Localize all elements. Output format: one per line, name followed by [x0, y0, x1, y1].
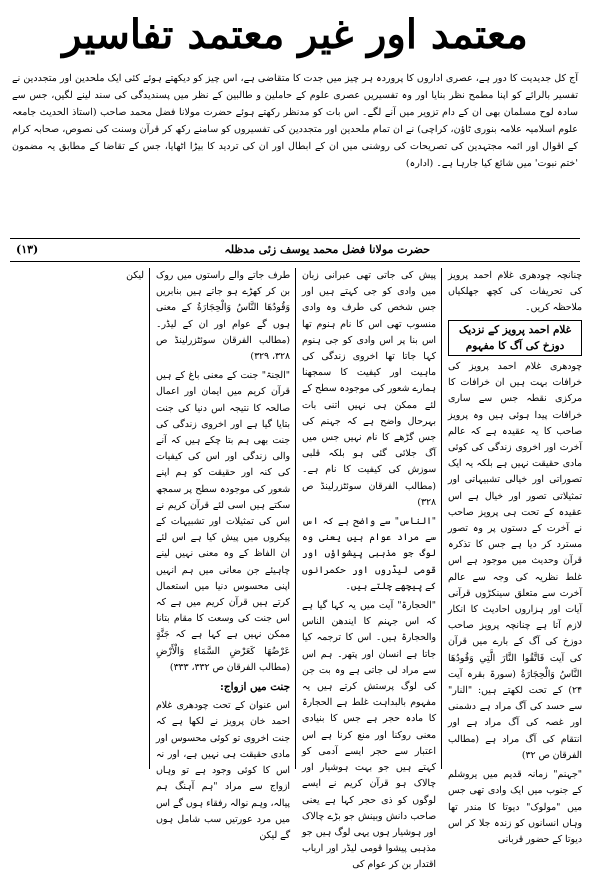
body-paragraph: اس عنوان کے تحت چودھری غلام احمد خان پرویز نے لکھا ہے کہ جنت اخروی تو کوئی محسوس اور مادی حقیقت ہی نہیں ہے، اور نہ اس کا کوئی وجود ہے تو وہاں ازواج سے مراد "ہم آہنگ ہم پیالہ، وہم نوالہ رفقاء ہوں گے اس میں مرد عورتیں سب شامل ہوں گے لیکن — [156, 700, 290, 841]
body-paragraph: "الحجارۃ" آیت میں یہ کہا گیا ہے کہ اس جہنم کا ایندھن الناس والحجارۃ ہیں۔ اس کا ترجمہ کیا جاتا ہے انسان اور پتھر۔ ہم اس سے مراد لی جاتی ہے وہ بت جن کی لوگ پرستش کرتے ہیں یہ مفہوم بالبداہت غلط ہے الحجارۃ کا مادہ حجر ہے جس کا بنیادی معنی روکنا اور منع کرنا ہے اس اعتبار سے حجر ایسے آدمی کو کہتے ہیں جو بہت ہوشیار اور چالاک ہو قرآن کریم نے ایسے لوگوں کو ذی حجر کہا ہے یعنی صاحب دانش وبینش جو بڑے چالاک اور ہوشیار ہوں یہی لوگ ہیں جو مذہبی پیشوا قومی لیڈر اور ارباب اقتدار بن کر عوام کی — [302, 600, 436, 871]
byline-bar — [10, 238, 580, 262]
body-paragraph: "الجنۃ" جنت کے معنی باغ کے ہیں قرآن کریم میں ایمان اور اعمال صالحہ کا نتیجہ اس دنیا کی جنت بتایا گیا ہے اور اخروی زندگی کی جنت بھی ہم بتا چکے ہیں کہ آنے والی زندگی اور اس کی کیفیات کی کنہ اور حقیقت کو ہم اپنے شعور کی موجودہ سطح پر سمجھ سکتے ہیں اسی لئے قرآن کریم نے اس کی تمثیلات اور تشبیہات کے پیکروں میں پیش کیا ہے اس لئے ان الفاظ کے وہ معنی نہیں لینے چاہیئے جن معانی میں ہم انہیں اپنی محسوس دنیا میں استعمال کرتے ہیں قرآن کریم میں ہے کہ اس جنت کی وسعت کا مقام بتانا ممکن نہیں ہے کہا ہے کہ جَنَّةٍ عَرْضُهَا كَعَرْضِ السَّمَاءِ وَالْأَرْضِ (مطالب الفرقان ص ۳۳۲، ۳۳۳) — [156, 370, 290, 673]
page-number: (۱۳) — [16, 243, 39, 256]
body-paragraph: طرف جاتے والے راستوں میں روک بن کر کھڑے ہو جاتے ہیں بنابریں وَقُودُهَا النَّاسُ وَالْحِجَارَةُ کے معنی ہوں گے عوام اور ان کے لیڈر۔ (مطالب الفرقان سوئٹزرلینڈ ص ۳۲۸، ۳۲۹) — [156, 270, 290, 363]
article-title: معتمد اور غیر معتمد تفاسیر — [62, 11, 528, 58]
body-paragraph: "الناس" سے واضح ہے کہ اس سے مراد عوام ہیں یعنی وہ لوگ جو مذہبی پیشواؤں اور قومی لیڈروں اور حکمرانوں کے پیچھے چلتے ہیں۔ — [302, 516, 436, 592]
column-3 — [156, 268, 290, 841]
body-paragraph: چودھری غلام احمد پرویز کی خرافات بہت ہیں ان خرافات کا مرکزی نقطہ جس سے ساری خرافات پیدا ہوئی ہیں وہ پرویز صاحب کا یہ عقیدہ ہے کہ عالم آخرت اور اخروی زندگی کی کوئی مادی حقیقت نہیں ہے بلکہ یہ ایک تصوراتی اور خیالی تشبیہاتی اور تمثیلاتی تصور اور خیال ہے اس عقیدہ کے تحت ہی پرویز صاحب نے آخرت کے دستوں پر وہ تصور مسترد کر دیا ہے جس کا تذکرہ قرآن وحدیث میں موجود ہے اس غلط نظریہ کی وجہ سے عالم آخرت سے متعلق سینکڑوں قرآنی آیات اور ہزاروں احادیث کا انکار لازم آتا ہے چنانچہ پرویز صاحب دوزخ کی آگ کے بارے میں قرآن کی آیت فَاتَّقُوا النَّارَ الَّتِي وَقُودُهَا النَّاسُ وَالْحِجَارَةُ (سورۃ بقرہ آیت ۲۴) کے تحت لکھتے ہیں: "النار" سے حسد کی آگ مراد ہے دشمنی اور غصہ کی آگ مراد ہے اور انتقام کی آگ مراد ہے (مطالب الفرقان ص ۳۲) — [448, 361, 582, 761]
section-heading-boxed: غلام احمد پرویز کے نزدیک دوزخ کی آگ کا مفہوم — [448, 320, 582, 356]
column-divider — [149, 268, 150, 769]
column-4 — [10, 268, 144, 769]
column-divider — [441, 268, 442, 769]
author-name: حضرت مولانا فضل محمد یوسف زئی مدظلہ — [224, 243, 430, 256]
section-heading: جنت میں ازواج: — [220, 681, 290, 694]
column-2 — [302, 268, 436, 871]
body-paragraph: لیکن — [126, 270, 144, 281]
body-paragraph: چنانچہ چودھری غلام احمد پرویز کی تحریفات کی کچھ جھلکیاں ملاحظہ کریں۔ — [448, 270, 582, 314]
body-paragraph: پیش کی جاتی تھی عبرانی زبان میں وادی کو جی کہتے ہیں اور جس شخص کی طرف وہ وادی منسوب تھی اس کا نام ہنوم تھا اس بنا پر اس وادی کو جی ہنوم کہا جاتا تھا اخروی زندگی کی ماہیت اور کیفیت کا سمجھنا ہمارے شعور کی موجودہ سطح کے لئے ممکن ہی نہیں اتنی بات بہرحال واضح ہے کہ جہنم کی جس گڑھے کا نام نہیں جس میں آگ جلائی گئی ہو بلکہ قلبی سوزش کی کیفیت کا نام ہے۔ (مطالب الفرقان سوئٹزرلینڈ ص ۳۲۸) — [302, 270, 436, 508]
column-divider — [295, 268, 296, 769]
intro-block — [12, 70, 578, 235]
body-paragraph: "جہنم" زمانہ قدیم میں یروشلم کے جنوب میں ایک وادی تھی جس میں "مولوک" دیوتا کا مندر تھا وہاں انسانوں کو زندہ جلا کر اس دیوتا کے حضور قربانی — [448, 769, 582, 845]
intro-paragraph: آج کل جدیدیت کا دور ہے، عصری اداروں کا پروردہ ہر چیز میں جدت کا متقاضی ہے، اس چیز کو دیکھتے ہوئے کئی ایک ملحدین اور متجددین نے تفسیر بالرائے کو اپنا مطمح نظر بنایا اور وہ تفسیریں عصری علوم کے حاملین و طالبین کے نظر میں پسندیدگی کی سند لینے لگیں، جس سے سادہ لوح مسلمان بھی ان کے دام تزویر میں آنے لگے۔ اس بات کو مدنظر رکھتے ہوئے حضرت مولانا فضل محمد صاحب (استاذ الحدیث جامعہ علوم اسلامیہ علامہ بنوری ٹاؤن، کراچی) نے ان تمام ملحدین اور متجددین کی تفسیروں کو سامنے رکھ کر قرآن وسنت کی نصوص، صحابہ کرام کے اقوال اور ائمہ مجتہدین کی تصریحات کی روشنی میں ان کے ابطال اور ان کی تردید کا بیڑا اٹھایا، جس کے تقاضا کے مطابق یہ مضمون 'ختم نبوت' میں شائع کیا جارہا ہے۔ (ادارہ) — [12, 73, 578, 169]
body-columns — [8, 268, 582, 871]
column-1 — [448, 268, 582, 845]
